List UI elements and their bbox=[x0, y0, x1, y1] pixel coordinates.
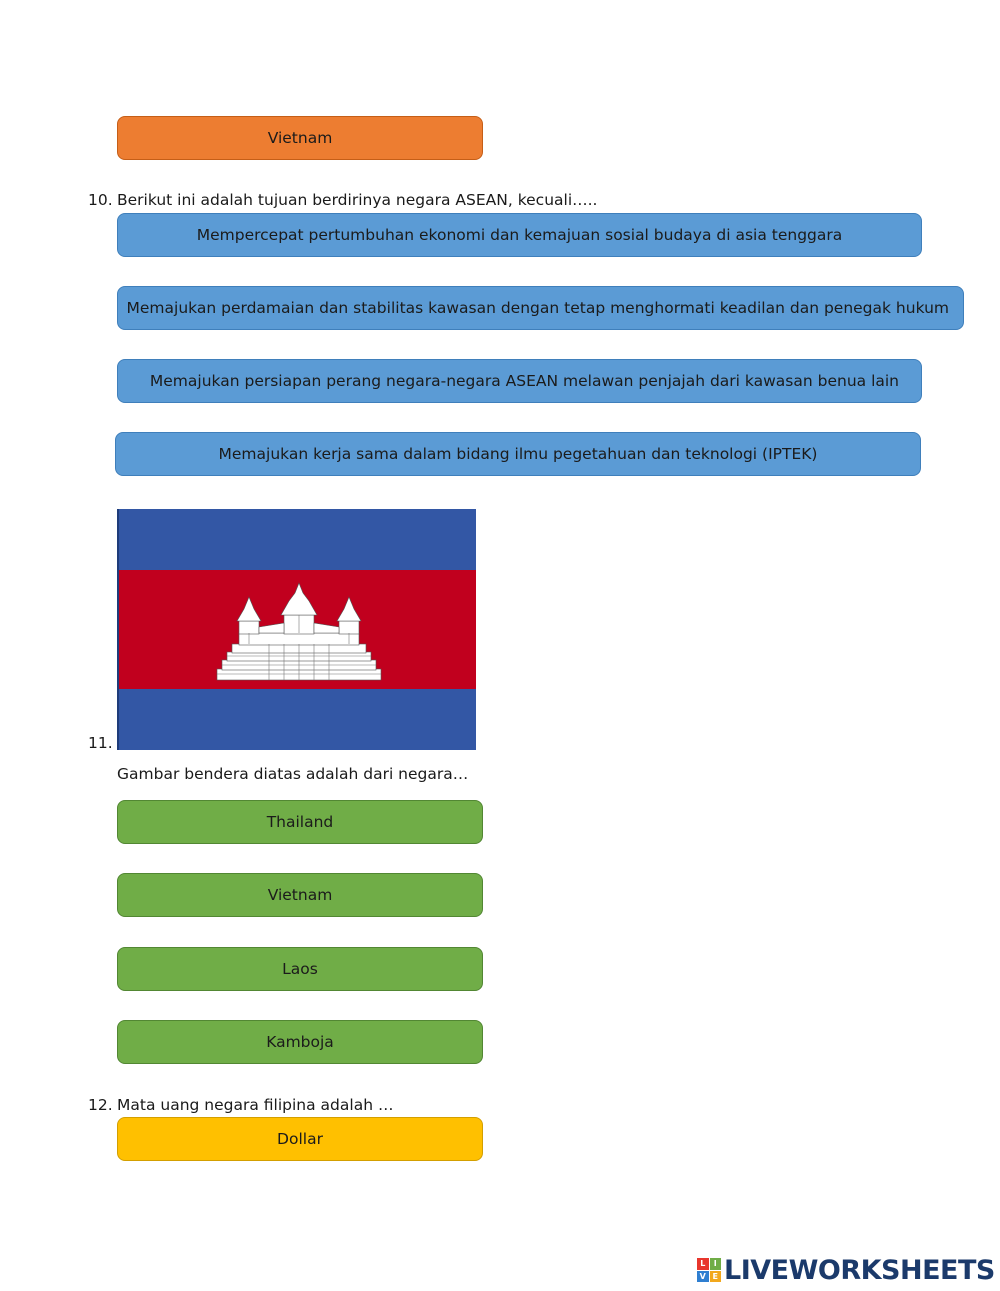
option-label: Laos bbox=[282, 960, 318, 978]
option-label: Kamboja bbox=[266, 1033, 334, 1051]
option-label: Dollar bbox=[277, 1130, 323, 1148]
logo-text: LIVEWORKSHEETS bbox=[724, 1254, 995, 1286]
q11-option-laos[interactable] bbox=[117, 947, 483, 991]
q12-option-dollar[interactable] bbox=[117, 1117, 483, 1161]
q10-option-4[interactable] bbox=[115, 432, 921, 476]
cambodia-flag-image bbox=[117, 509, 476, 750]
liveworksheets-logo[interactable] bbox=[697, 1254, 995, 1286]
option-label: Mempercepat pertumbuhan ekonomi dan kemajuan sosial budaya di asia tenggara bbox=[196, 226, 843, 244]
question-text: Mata uang negara filipina adalah … bbox=[117, 1096, 394, 1114]
q10-option-3[interactable] bbox=[117, 359, 922, 403]
q11-option-kamboja[interactable] bbox=[117, 1020, 483, 1064]
q11-option-thailand[interactable] bbox=[117, 800, 483, 844]
option-label: Memajukan perdamaian dan stabilitas kawasan dengan tetap menghormati keadilan dan penegak hukum bbox=[126, 299, 949, 317]
question-text: Gambar bendera diatas adalah dari negara… bbox=[117, 765, 469, 783]
option-label: Memajukan persiapan perang negara-negara ASEAN melawan penjajah dari kawasan benua lain bbox=[149, 372, 899, 390]
logo-mark-icon: L I V E bbox=[697, 1258, 721, 1282]
option-label: Vietnam bbox=[267, 129, 333, 147]
option-label: Thailand bbox=[266, 813, 334, 831]
question-number: 11. bbox=[88, 734, 113, 752]
q11-option-vietnam[interactable] bbox=[117, 873, 483, 917]
question-number: 12. bbox=[88, 1096, 113, 1114]
flag-graphic bbox=[119, 509, 476, 750]
q10-option-2[interactable] bbox=[117, 286, 964, 330]
question-text: Berikut ini adalah tujuan berdirinya negara ASEAN, kecuali….. bbox=[117, 191, 598, 209]
q9-option-vietnam[interactable] bbox=[117, 116, 483, 160]
q10-option-1[interactable] bbox=[117, 213, 922, 257]
option-label: Vietnam bbox=[267, 886, 333, 904]
option-label: Memajukan kerja sama dalam bidang ilmu pegetahuan dan teknologi (IPTEK) bbox=[218, 445, 818, 463]
question-number: 10. bbox=[88, 191, 113, 209]
